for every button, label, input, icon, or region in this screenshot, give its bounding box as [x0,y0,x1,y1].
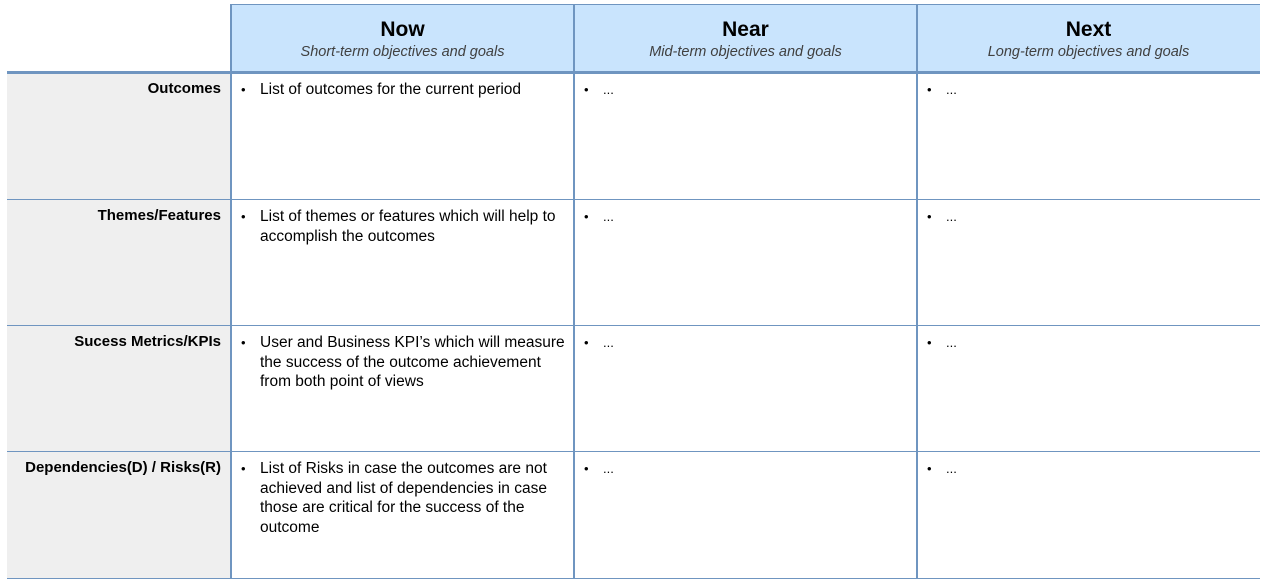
grid-line [7,451,1260,453]
list-item: • ... [926,333,1252,353]
list-item: • List of outcomes for the current period [240,80,566,100]
cell-metrics-now [231,326,574,392]
row-label-success-metrics: Sucess Metrics/KPIs [7,326,231,452]
list-item: • ... [583,207,909,227]
grid-line [7,578,1260,580]
cell-outcomes-near [574,73,917,100]
column-title: Now [380,18,425,41]
roadmap-table [7,4,1260,579]
cell-metrics-next [917,326,1260,353]
cell-metrics-near [574,326,917,353]
list-item: • ... [926,459,1252,479]
list-item: • ... [583,333,909,353]
column-title: Near [722,18,769,41]
cell-dependencies-next [917,452,1260,479]
column-header-now [231,4,574,71]
grid-line [916,4,918,579]
list-item: • User and Business KPI’s which will measure the success of the outcome achievement from both point of views [240,333,566,392]
cell-outcomes-next [917,73,1260,100]
cell-dependencies-near [574,452,917,479]
column-header-near [574,4,917,71]
list-item: • ... [926,207,1252,227]
cell-themes-now [231,200,574,246]
column-subtitle: Mid-term objectives and goals [649,44,842,60]
column-subtitle: Long-term objectives and goals [987,44,1190,60]
cell-outcomes-now [231,73,574,100]
grid-line [7,325,1260,327]
column-header-next [917,4,1260,71]
grid-line [573,4,575,579]
cell-dependencies-now [231,452,574,537]
header-divider [7,71,1260,74]
list-item: • List of Risks in case the outcomes are not achieved and list of dependencies in case those are critical for the success of the outcome [240,459,566,537]
row-label-themes-features: Themes/Features [7,200,231,326]
list-item: • List of themes or features which will help to accomplish the outcomes [240,207,566,246]
row-label-dependencies-risks: Dependencies(D) / Risks(R) [7,452,231,579]
grid-line [230,4,232,579]
list-item: • ... [926,80,1252,100]
column-title: Next [1065,18,1112,41]
list-item: • ... [583,459,909,479]
row-label-outcomes: Outcomes [7,73,231,199]
cell-themes-next [917,200,1260,227]
column-subtitle: Short-term objectives and goals [300,44,505,60]
grid-line [7,199,1260,201]
list-item: • ... [583,80,909,100]
cell-themes-near [574,200,917,227]
